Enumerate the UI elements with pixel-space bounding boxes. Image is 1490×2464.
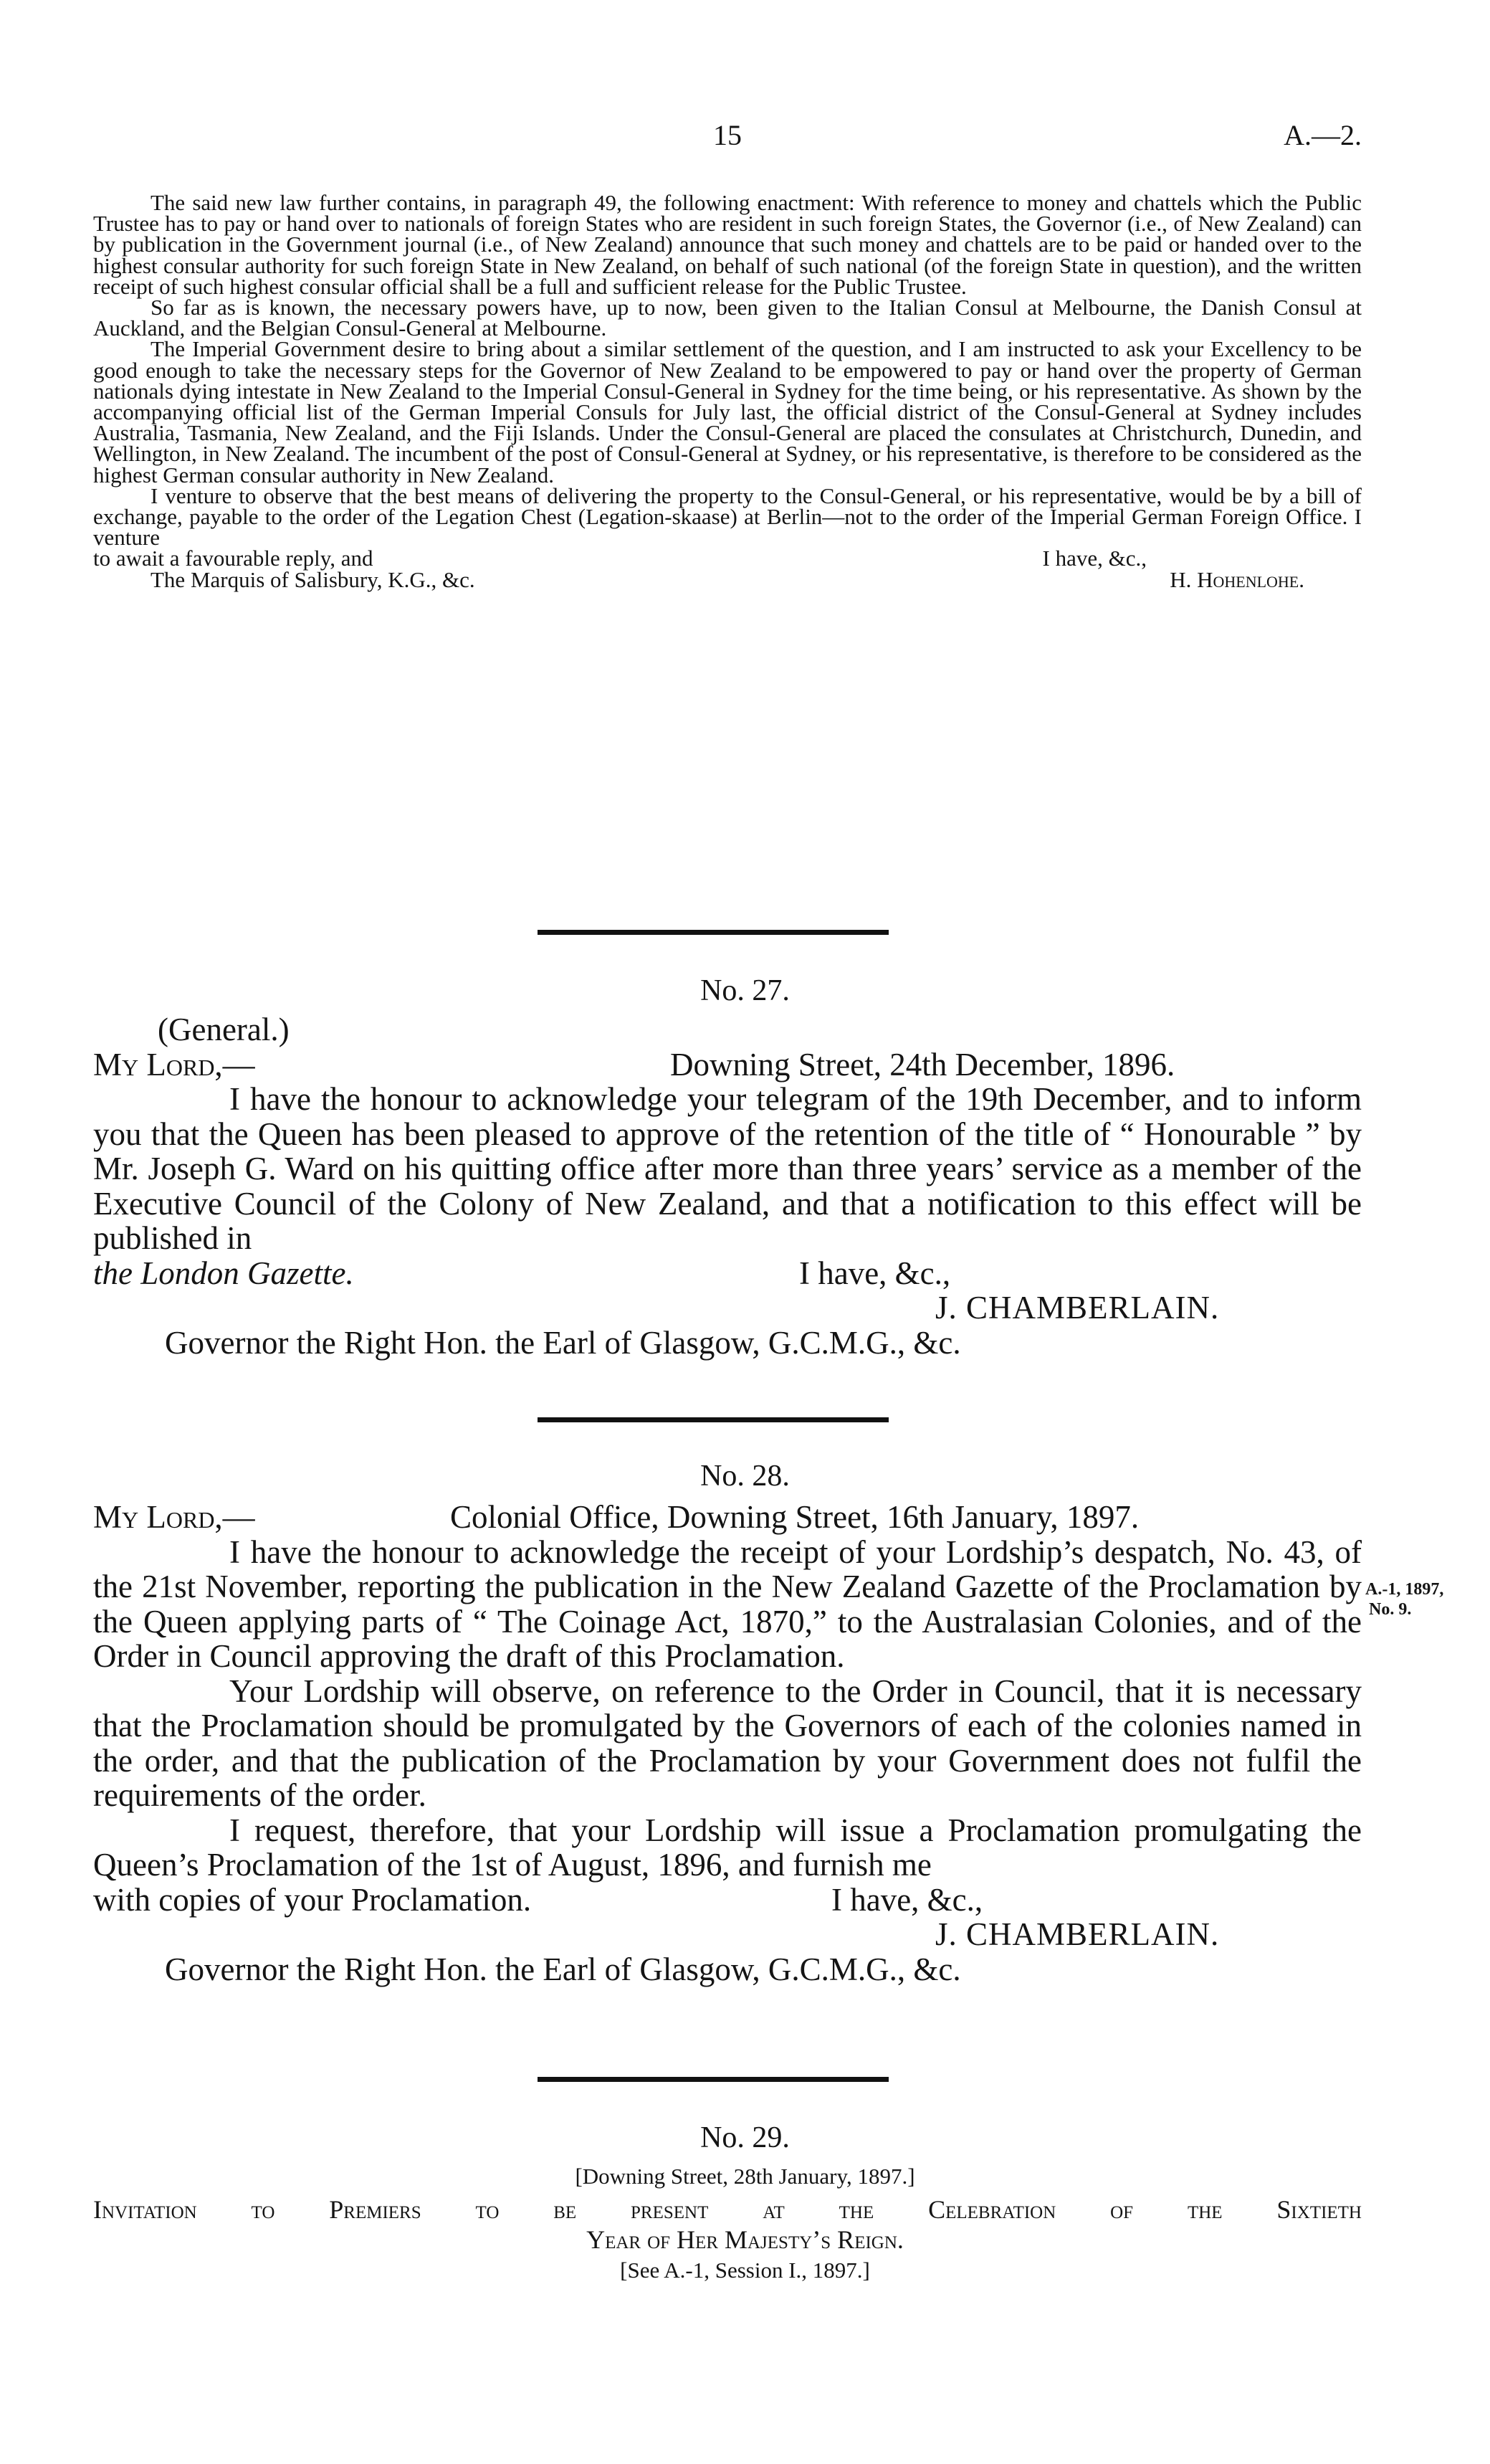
salutation-line [93,1047,1362,1083]
addressee: Governor the Right Hon. the Earl of Glasgow, G.C.M.G., &c. [165,1324,961,1361]
closing-text: to await a favourable reply, and [93,546,373,571]
section-divider [538,1417,889,1422]
closing-line [93,1883,1362,1918]
closing-text: the London Gazette. [93,1255,354,1291]
letter-label: (General.) [158,1012,290,1047]
signature: J. CHAMBERLAIN. [935,1290,1220,1326]
margin-note [1365,1579,1443,1619]
salutation: My Lord,— [93,1499,255,1535]
letter-28 [93,1500,1362,1987]
margin-note-line: A.-1, 1897, [1365,1580,1444,1599]
notice-title-continued: Year of Her Majesty’s Reign. [586,2225,904,2254]
letter-paragraph: I request, therefore, that your Lordship will issue a Proclamation promulgating the Queen’s Proclamation of the 1st of August, 1896, and furnish me [93,1812,1362,1883]
salutation: My Lord,— [93,1046,255,1083]
paragraph: The Imperial Government desire to bring about a similar settlement of the question, and I am instructed to ask your Excellency to be good enough to take the necessary steps for the Governor of New Zealand to be empowered to pay or hand over the property of German nationals dying intestate in New Zealand to the Imperial Consul-General in Sydney for the time being, or his representative. As shown by the accompanying official list of the German Imperial Consuls for July last, the official district of the Consul-General at Sydney includes Australia, Tasmania, New Zealand, and the Fiji Islands. Under the Consul-General are placed the consulates at Christchurch, Dunedin, and Wellington, in New Zealand. The incumbent of the post of Consul-General at Sydney, or his representative, is therefore to be considered as the highest German consular authority in New Zealand. [93,336,1362,487]
paragraph: The said new law further contains, in paragraph 49, the following enactment: With reference to money and chattels which the Public Trustee has to pay or hand over to nationals of foreign States who are resident in such foreign States, the Governor (i.e., of New Zealand) can by publication in the Government journal (i.e., of New Zealand) announce that such money and chattels are to be paid or handed over to the highest consular authority for such foreign State in New Zealand, on behalf of such national (of the foreign State in question), and the written receipt of such highest consular official shall be a full and sufficient release for the Public Trustee. [93,190,1362,299]
closing-formula: I have, &c., [1042,546,1147,571]
letter-number: No. 29. [700,2121,790,2154]
dateline: Colonial Office, Downing Street, 16th January, 1897. [450,1499,1140,1535]
letter-number: No. 28. [700,1460,790,1493]
paragraph: I venture to observe that the best means of delivering the property to the Consul-General, or his representative, would be by a bill of exchange, payable to the order of the Legation Chest (Legation-skaase) at Berlin—not to the order of the Imperial German Foreign Office. I venture [93,482,1362,551]
closing-text: with copies of your Proclamation. [93,1881,532,1918]
paragraph: So far as is known, the necessary powers have, up to now, been given to the Italian Consul at Melbourne, the Danish Consul at Auckland, and the Belgian Consul-General at Melbourne. [93,295,1362,341]
dateline: [Downing Street, 28th January, 1897.] [575,2164,915,2189]
section-divider [538,2077,889,2082]
closing-formula: I have, &c., [831,1881,983,1918]
page-header [93,118,1362,161]
addressee: Governor the Right Hon. the Earl of Glasgow, G.C.M.G., &c. [165,1951,961,1987]
closing-line [93,1256,1362,1291]
letter-body: I have the honour to acknowledge your telegram of the 19th December, and to inform you that the Queen has been pleased to approve of the retention of the title of “ Honourable ” by Mr. Joseph G. Ward on his quitting office after more than three years’ service as a member of the Executive Council of the Colony of New Zealand, and that a notification to this effect will be published in [93,1081,1362,1256]
dateline: Downing Street, 24th December, 1896. [670,1046,1175,1083]
margin-note-line: No. 9. [1369,1600,1412,1619]
cross-reference: [See A.-1, Session I., 1897.] [620,2258,870,2283]
letter-paragraph: Your Lordship will observe, on reference to the Order in Council, that it is necessary that the Proclamation should be promulgated by the Governors of each of the colonies named in the order, and that the publication of the Proclamation by your Government does not fulfil the requirements of the order. [93,1673,1362,1813]
addressee: The Marquis of Salisbury, K.G., &c. [151,566,475,592]
closing-formula: I have, &c., [799,1255,951,1291]
addressee-line [93,566,1362,592]
page-number: 15 [713,119,742,151]
notice-title: Invitation to Premiers to be present at the Celebration of the Sixtieth [93,2195,1362,2224]
document-reference: A.—2. [1284,119,1362,151]
signature: J. CHAMBERLAIN. [935,1916,1220,1952]
letter-27 [93,1012,1362,1360]
salutation-line [93,1500,1362,1535]
signature: H. Hohenlohe. [1170,566,1304,592]
closing-line [93,548,1362,569]
letter-26-continuation [93,192,1362,590]
letter-paragraph: I have the honour to acknowledge the receipt of your Lordship’s despatch, No. 43, of the 21st November, reporting the publication in the New Zealand Gazette of the Proclamation by the Queen applying parts of “ The Coinage Act, 1870,” to the Australasian Colonies, and of the Order in Council approving the draft of this Proclamation. [93,1533,1362,1674]
letter-number: No. 27. [700,974,790,1007]
section-divider [538,930,889,935]
